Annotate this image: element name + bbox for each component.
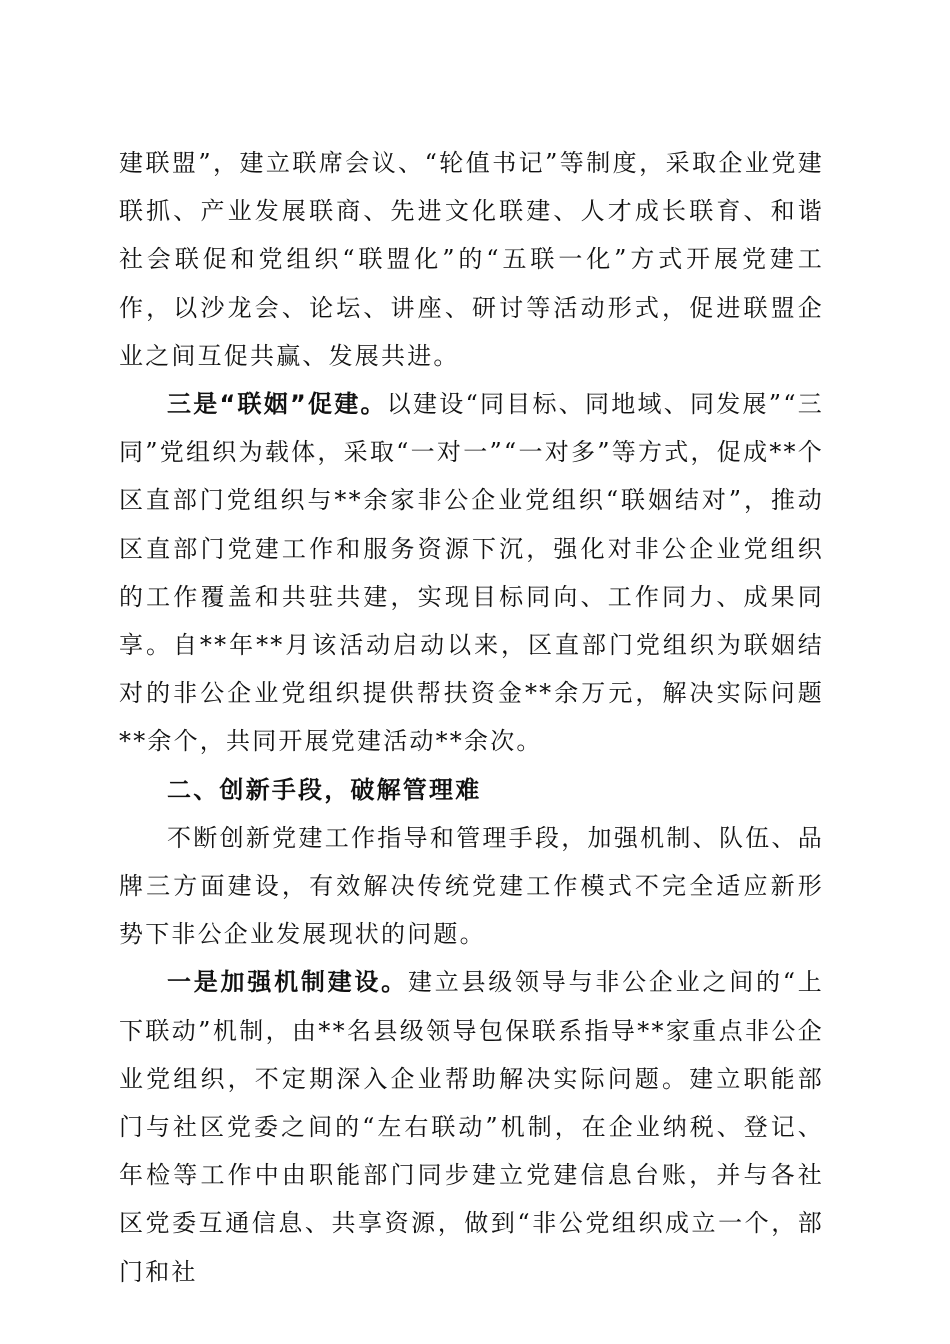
paragraph-sanshi: [119, 380, 824, 766]
paragraph-lead: 一是加强机制建设。: [167, 968, 408, 997]
paragraph-lead: 三是“联姻”促建。: [167, 390, 387, 419]
document-body: [119, 139, 824, 1296]
paragraph-continuation: 建联盟”，建立联席会议、“轮值书记”等制度，采取企业党建联抓、产业发展联商、先进文化联建、人才成长联育、和谐社会联促和党组织“联盟化”的“五联一化”方式开展党建工作，以沙龙会、论坛、讲座、研讨等活动形式，促进联盟企业之间互促共赢、发展共进。: [119, 149, 824, 370]
paragraph-yishi: [119, 958, 824, 1295]
paragraph-text: 建立县级领导与非公企业之间的“上下联动”机制，由**名县级领导包保联系指导**家重点非公企业党组织，不定期深入企业帮助解决实际问题。建立职能部门与社区党委之间的“左右联动”机制，在企业纳税、登记、年检等工作中由职能部门同步建立党建信息台账，并与各社区党委互通信息、共享资源，做到“非公党组织成立一个，部门和社: [119, 968, 824, 1286]
section-heading: 二、创新手段，破解管理难: [167, 775, 482, 804]
paragraph-text: 以建设“同目标、同地域、同发展”“三同”党组织为载体，采取“一对一”“一对多”等方式，促成**个区直部门党组织与**余家非公企业党组织“联姻结对”，推动区直部门党建工作和服务资源下沉，强化对非公企业党组织的工作覆盖和共驻共建，实现目标同向、工作同力、成果同享。自**年**月该活动启动以来，区直部门党组织为联姻结对的非公企业党组织提供帮扶资金**余万元，解决实际问题**余个，共同开展党建活动**余次。: [119, 390, 824, 756]
paragraph-intro: 不断创新党建工作指导和管理手段，加强机制、队伍、品牌三方面建设，有效解决传统党建工作模式不完全适应新形势下非公企业发展现状的问题。: [119, 823, 824, 949]
